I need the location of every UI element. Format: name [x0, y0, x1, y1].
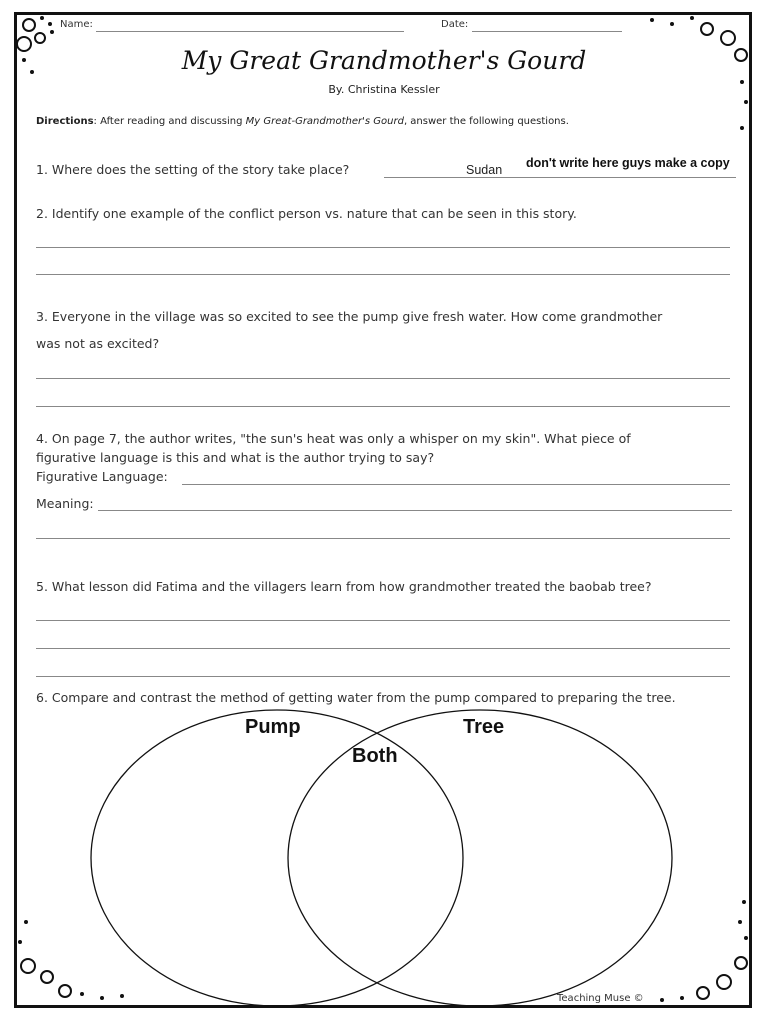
venn-label-both: Both [352, 745, 398, 767]
venn-label-pump: Pump [245, 716, 301, 738]
answer-1-text: Sudan [466, 163, 503, 177]
venn-label-tree: Tree [463, 716, 505, 738]
credit-text: Teaching Muse © [557, 993, 644, 1004]
date-label: Date: [441, 19, 469, 30]
question-3-line-1: 3. Everyone in the village was so excited to see the pump give fresh water. How come grandmother [36, 309, 663, 324]
question-5: 5. What lesson did Fatima and the villagers learn from how grandmother treated the baobab tree? [36, 579, 652, 594]
directions-book-title: My Great-Grandmother's Gourd [245, 116, 404, 127]
venn-circle-pump [91, 710, 463, 1006]
venn-circle-tree [288, 710, 672, 1006]
byline: By. Christina Kessler [328, 83, 440, 96]
figurative-language-label: Figurative Language: [36, 469, 168, 484]
directions-text-after: , answer the following questions. [403, 116, 569, 127]
meaning-label: Meaning: [36, 496, 94, 511]
question-6: 6. Compare and contrast the method of getting water from the pump compared to preparing the tree. [36, 690, 676, 705]
question-1: 1. Where does the setting of the story take place? [36, 162, 350, 177]
question-2: 2. Identify one example of the conflict person vs. nature that can be seen in this story. [36, 206, 577, 221]
directions-text-before: : After reading and discussing [93, 116, 246, 127]
name-label: Name: [60, 19, 93, 30]
question-4-line-2: figurative language is this and what is the author trying to say? [36, 450, 435, 465]
question-3-line-2: was not as excited? [36, 336, 160, 351]
page-title: My Great Grandmother's Gourd [181, 46, 587, 75]
question-4-line-1: 4. On page 7, the author writes, "the sun's heat was only a whisper on my skin". What piece of [36, 431, 631, 446]
directions-label: Directions [36, 116, 94, 127]
note-text: don't write here guys make a copy [526, 156, 730, 170]
